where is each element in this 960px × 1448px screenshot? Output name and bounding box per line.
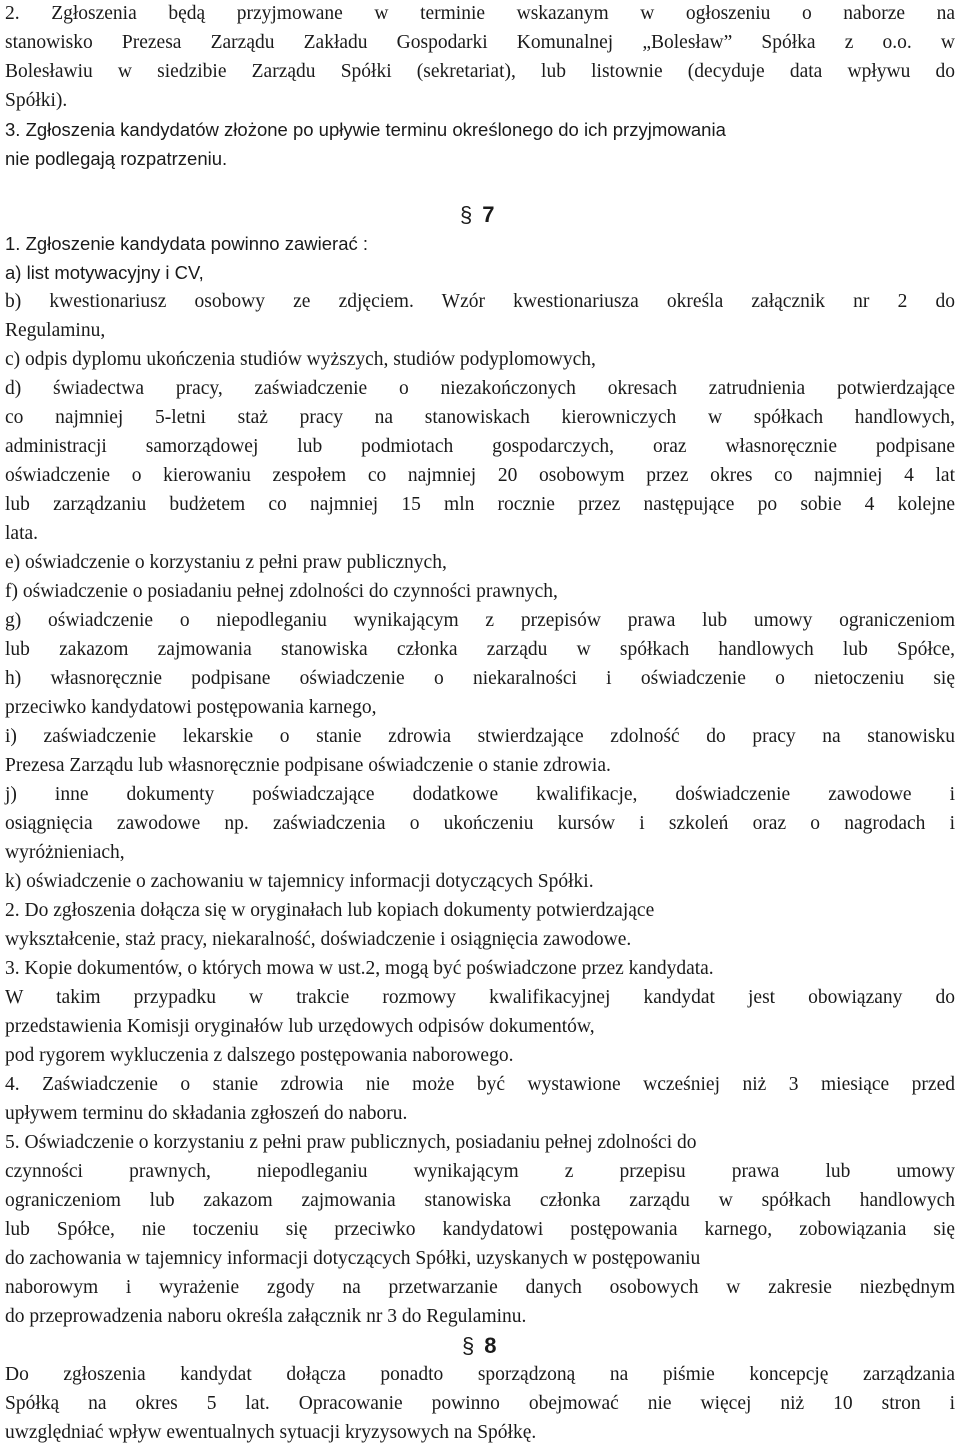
text-line: Prezesa Zarządu lub własnoręcznie podpisane oświadczenie o stanie zdrowia. [5, 755, 611, 776]
text-line: d) świadectwa pracy, zaświadczenie o niezakończonych okresach zatrudnienia potwierdzające [5, 378, 955, 399]
text-line: e) oświadczenie o korzystaniu z pełni praw publicznych, [5, 552, 447, 573]
text-line: b) kwestionariusz osobowy ze zdjęciem. Wzór kwestionariusza określa załącznik nr 2 do [5, 291, 955, 312]
text-line: Do zgłoszenia kandydat dołącza ponadto sporządzoną na piśmie koncepcję zarządzania [5, 1364, 955, 1385]
text-line: k) oświadczenie o zachowaniu w tajemnicy informacji dotyczących Spółki. [5, 871, 594, 892]
text-line: przeciwko kandydatowi postępowania karnego, [5, 697, 377, 718]
text-line: h) własnoręcznie podpisane oświadczenie o niekaralności i oświadczenie o nietoczeniu się [5, 668, 955, 689]
text-line: Regulaminu, [5, 320, 106, 341]
text-line: przedstawienia Komisji oryginałów lub urzędowych odpisów dokumentów, [5, 1016, 595, 1037]
text-line: stanowisko Prezesa Zarządu Zakładu Gospodarki Komunalnej „Bolesław” Spółka z o.o. w [5, 32, 955, 53]
text-line: do przeprowadzenia naboru określa załącznik nr 3 do Regulaminu. [5, 1306, 527, 1327]
section-symbol: § [462, 1333, 475, 1358]
text-line: a) list motywacyjny i CV, [5, 262, 204, 283]
text-line: lub zarządzaniu budżetem co najmniej 15 mln rocznie przez następujące po sobie 4 kolejne [5, 494, 955, 515]
text-line: uwzględniać wpływ ewentualnych sytuacji kryzysowych na Spółkę. [5, 1422, 537, 1443]
text-line: 2. Zgłoszenia będą przyjmowane w terminie wskazanym w ogłoszeniu o naborze na [5, 3, 955, 24]
text-line: g) oświadczenie o niepodleganiu wynikającym z przepisów prawa lub umowy ograniczeniom [5, 610, 955, 631]
text-line: naborowym i wyrażenie zgody na przetwarzanie danych osobowych w zakresie niezbędnym [5, 1277, 955, 1298]
text-line: 3. Zgłoszenia kandydatów złożone po upływie terminu określonego do ich przyjmowania [5, 119, 726, 140]
text-line: 1. Zgłoszenie kandydata powinno zawierać : [5, 233, 369, 254]
text-line: j) inne dokumenty poświadczające dodatkowe kwalifikacje, doświadczenie zawodowe i [5, 784, 955, 805]
text-line: administracji samorządowej lub podmiotach gospodarczych, oraz własnoręcznie podpisane [5, 436, 955, 457]
text-line: 4. Zaświadczenie o stanie zdrowia nie może być wystawione wcześniej niż 3 miesiące przed [5, 1074, 955, 1095]
section-7-heading [460, 201, 560, 229]
text-line: nie podlegają rozpatrzeniu. [5, 148, 228, 169]
section-number: 8 [484, 1333, 497, 1358]
text-line: W takim przypadku w trakcie rozmowy kwalifikacyjnej kandydat jest obowiązany do [5, 987, 955, 1008]
text-line: do zachowania w tajemnicy informacji dotyczących Spółki, uzyskanych w postępowaniu [5, 1248, 701, 1269]
text-line: lub Spółce, nie toczeniu się przeciwko kandydatowi postępowania karnego, zobowiązania się [5, 1219, 955, 1240]
text-line: Bolesławiu w siedzibie Zarządu Spółki (sekretariat), lub listownie (decyduje data wpływu do [5, 61, 955, 82]
text-line: pod rygorem wykluczenia z dalszego postępowania naborowego. [5, 1045, 514, 1066]
text-line: wykształcenie, staż pracy, niekaralność, doświadczenie i osiągnięcia zawodowe. [5, 929, 632, 950]
text-line: Spółką na okres 5 lat. Opracowanie powinno obejmować nie więcej niż 10 stron i [5, 1393, 955, 1414]
text-line: f) oświadczenie o posiadaniu pełnej zdolności do czynności prawnych, [5, 581, 558, 602]
text-line: 5. Oświadczenie o korzystaniu z pełni praw publicznych, posiadaniu pełnej zdolności do [5, 1132, 697, 1153]
text-line: wyróżnieniach, [5, 842, 125, 863]
text-line: czynności prawnych, niepodleganiu wynikającym z przepisu prawa lub umowy [5, 1161, 955, 1182]
text-line: osiągnięcia zawodowe np. zaświadczenia o ukończeniu kursów i szkoleń oraz o nagrodach i [5, 813, 955, 834]
text-line: ograniczeniom lub zakazom zajmowania stanowiska członka zarządu w spółkach handlowych [5, 1190, 955, 1211]
text-line: c) odpis dyplomu ukończenia studiów wyższych, studiów podyplomowych, [5, 349, 596, 370]
text-line: lata. [5, 523, 39, 544]
section-symbol: § [460, 202, 473, 227]
text-line: oświadczenie o kierowaniu zespołem co najmniej 20 osobowym przez okres co najmniej 4 lat [5, 465, 955, 486]
section-8-heading [462, 1332, 562, 1360]
text-line: Spółki). [5, 90, 68, 111]
section-number: 7 [482, 202, 495, 227]
text-line: co najmniej 5-letni staż pracy na stanowiskach kierowniczych w spółkach handlowych, [5, 407, 955, 428]
text-line: lub zakazom zajmowania stanowiska członka zarządu w spółkach handlowych lub Spółce, [5, 639, 955, 660]
text-line: 3. Kopie dokumentów, o których mowa w ust.2, mogą być poświadczone przez kandydata. [5, 958, 714, 979]
text-line: i) zaświadczenie lekarskie o stanie zdrowia stwierdzające zdolność do pracy na stanowisku [5, 726, 955, 747]
text-line: upływem terminu do składania zgłoszeń do naboru. [5, 1103, 408, 1124]
text-line: 2. Do zgłoszenia dołącza się w oryginałach lub kopiach dokumenty potwierdzające [5, 900, 655, 921]
